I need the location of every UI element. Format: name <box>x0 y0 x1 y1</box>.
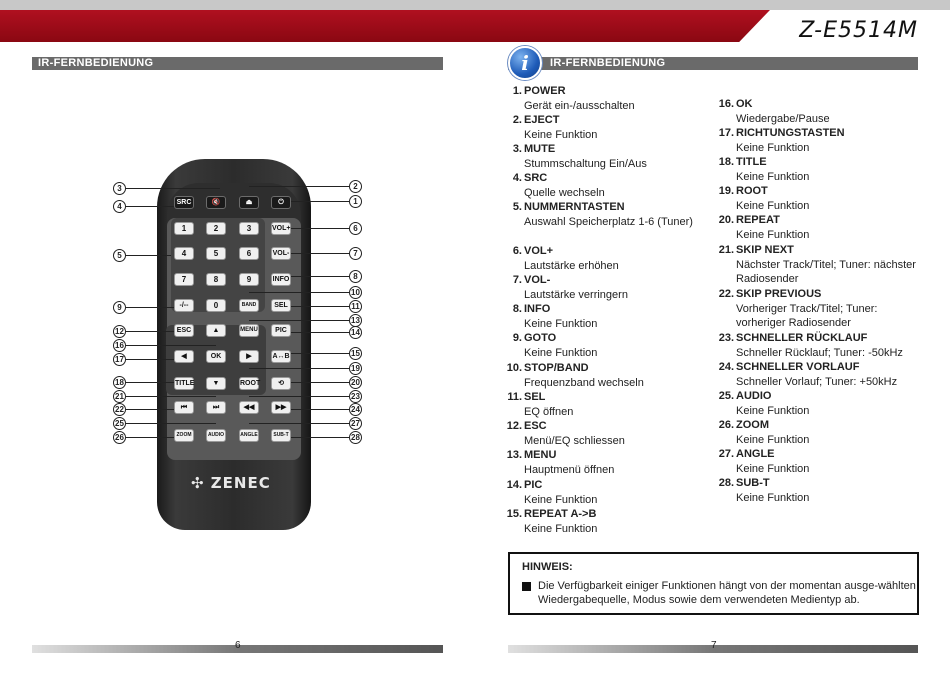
function-title: MENU <box>524 449 557 461</box>
esc-button[interactable]: ESC <box>174 324 194 337</box>
num-3-button[interactable]: 3 <box>239 222 259 235</box>
function-number: 18. <box>718 156 734 168</box>
function-title: ESC <box>524 420 547 432</box>
right-section-title: IR-FERNBEDIENUNG <box>508 57 918 70</box>
leader-line <box>249 396 349 397</box>
function-description: Stummschaltung Ein/Aus <box>524 158 647 170</box>
function-description: Lautstärke verringern <box>524 289 628 301</box>
function-number: 6. <box>512 245 522 257</box>
leader-line <box>249 368 349 369</box>
function-description: Keine Funktion <box>736 434 810 446</box>
function-number: 12. <box>506 420 522 432</box>
function-number: 14. <box>506 479 522 491</box>
model-name: Z-E5514M <box>799 18 918 43</box>
function-description: Auswahl Speicherplatz 1-6 (Tuner) <box>524 216 693 228</box>
function-title: EJECT <box>524 114 560 126</box>
mute-button[interactable] <box>206 196 226 209</box>
function-description: EQ öffnen <box>524 406 574 418</box>
arrow-down-icon: ▼ <box>212 380 220 387</box>
leader-line <box>126 409 174 410</box>
root-button[interactable]: ROOT <box>239 377 259 390</box>
power-icon: ⏻ <box>278 199 284 206</box>
zoom-button[interactable]: ZOOM <box>174 429 194 442</box>
function-description: Quelle wechseln <box>524 187 605 199</box>
arrow-up-icon: ▲ <box>212 327 220 334</box>
function-title: REPEAT A->B <box>524 508 597 520</box>
subt-button[interactable]: SUB-T <box>271 429 291 442</box>
leader-line <box>126 345 216 346</box>
angle-button[interactable]: ANGLE <box>239 429 259 442</box>
function-description: Frequenzband wechseln <box>524 377 644 389</box>
function-title: ANGLE <box>736 448 775 460</box>
function-title: AUDIO <box>736 390 772 402</box>
function-description: Wiedergabe/Pause <box>736 113 830 125</box>
callout-1: 1 <box>349 195 362 208</box>
ok-button[interactable]: OK <box>206 350 226 363</box>
num-5-button[interactable]: 5 <box>206 247 226 260</box>
function-number: 28. <box>718 477 734 489</box>
num-7-button[interactable]: 7 <box>174 273 194 286</box>
function-number: 13. <box>506 449 522 461</box>
rewind-icon: ◀◀ <box>243 404 255 411</box>
left-button[interactable] <box>174 350 194 363</box>
function-title: SRC <box>524 172 548 184</box>
mute-icon: 🔇 <box>211 199 221 206</box>
function-number: 17. <box>718 127 734 139</box>
band-button[interactable]: BAND <box>239 299 259 312</box>
function-title: STOP/BAND <box>524 362 589 374</box>
top-red-banner <box>0 10 770 42</box>
function-description: Keine Funktion <box>524 129 598 141</box>
repeat-icon: ⟲ <box>278 380 284 387</box>
leader-line <box>291 276 349 277</box>
leader-line <box>126 382 174 383</box>
function-description: Keine Funktion <box>736 171 810 183</box>
callout-26: 26 <box>113 431 126 444</box>
function-number: 16. <box>718 98 734 110</box>
skip-previous-icon: ⏮ <box>180 404 188 411</box>
rewind-button[interactable] <box>239 401 259 414</box>
top-gray-stripe <box>0 0 950 10</box>
callout-13: 13 <box>349 314 362 327</box>
callout-9: 9 <box>113 301 126 314</box>
sel-button[interactable]: SEL <box>271 299 291 312</box>
function-description: Menü/EQ schliessen <box>524 435 625 447</box>
function-number: 2. <box>512 114 522 126</box>
num-1-button[interactable]: 1 <box>174 222 194 235</box>
src-button[interactable]: SRC <box>174 196 194 209</box>
function-number: 23. <box>718 332 734 344</box>
function-number: 15. <box>506 508 522 520</box>
callout-15: 15 <box>349 347 362 360</box>
callout-23: 23 <box>349 390 362 403</box>
function-number: 11. <box>507 391 522 403</box>
function-title: OK <box>736 98 753 110</box>
fast-forward-button[interactable] <box>271 401 291 414</box>
function-title: SCHNELLER VORLAUF <box>736 361 860 373</box>
num-4-button[interactable]: 4 <box>174 247 194 260</box>
leader-line <box>249 320 349 321</box>
leader-line <box>249 423 349 424</box>
leader-line <box>291 353 349 354</box>
leader-line <box>126 331 174 332</box>
function-number: 4. <box>512 172 522 184</box>
callout-20: 20 <box>349 376 362 389</box>
function-title: POWER <box>524 85 566 97</box>
arrow-right-icon: ▶ <box>246 353 252 360</box>
leader-line <box>126 255 171 256</box>
vol-minus-button[interactable]: VOL- <box>271 247 291 260</box>
callout-18: 18 <box>113 376 126 389</box>
right-page-number: 7 <box>711 640 717 651</box>
leader-line <box>126 437 174 438</box>
down-button[interactable] <box>206 377 226 390</box>
function-title: VOL- <box>524 274 551 286</box>
callout-16: 16 <box>113 339 126 352</box>
brand-name: ZENEC <box>210 474 271 492</box>
function-description: Keine Funktion <box>524 494 598 506</box>
function-description: Schneller Rücklauf; Tuner: -50kHz <box>736 347 903 359</box>
function-description: Keine Funktion <box>524 523 598 535</box>
function-number: 8. <box>512 303 522 315</box>
leader-line <box>126 307 174 308</box>
callout-19: 19 <box>349 362 362 375</box>
leader-line <box>291 437 349 438</box>
function-title: ROOT <box>736 185 768 197</box>
leader-line <box>126 396 216 397</box>
skip-previous-button[interactable] <box>174 401 194 414</box>
function-number: 21. <box>718 244 734 256</box>
note-box <box>508 552 919 615</box>
function-number: 19. <box>718 185 734 197</box>
arrow-left-icon: ◀ <box>181 353 187 360</box>
callout-27: 27 <box>349 417 362 430</box>
callout-10: 10 <box>349 286 362 299</box>
leader-line <box>291 409 349 410</box>
function-title: REPEAT <box>736 214 780 226</box>
callout-8: 8 <box>349 270 362 283</box>
note-title: HINWEIS: <box>522 561 573 573</box>
leader-line <box>126 188 220 189</box>
leader-line <box>291 306 349 307</box>
function-description: Schneller Vorlauf; Tuner: +50kHz <box>736 376 898 388</box>
function-number: 26. <box>718 419 734 431</box>
function-description: Nächster Track/Titel; Tuner: nächster Radiosender <box>736 259 916 285</box>
callout-7: 7 <box>349 247 362 260</box>
callout-4: 4 <box>113 200 126 213</box>
function-number: 10. <box>506 362 522 374</box>
function-title: SKIP NEXT <box>736 244 794 256</box>
function-description: Keine Funktion <box>736 405 810 417</box>
left-page-number: 6 <box>235 640 241 651</box>
function-description: Hauptmenü öffnen <box>524 464 615 476</box>
function-number: 5. <box>512 201 522 213</box>
callout-3: 3 <box>113 182 126 195</box>
function-title: SEL <box>524 391 546 403</box>
info-button[interactable]: INFO <box>271 273 291 286</box>
callout-22: 22 <box>113 403 126 416</box>
leader-line <box>126 206 174 207</box>
callout-5: 5 <box>113 249 126 262</box>
callout-25: 25 <box>113 417 126 430</box>
skip-next-icon: ⏭ <box>212 404 220 411</box>
leader-line <box>249 186 349 187</box>
leader-line <box>291 253 349 254</box>
skip-next-button[interactable] <box>206 401 226 414</box>
left-section-title: IR-FERNBEDIENUNG <box>32 57 443 70</box>
leader-line <box>126 359 174 360</box>
goto-button[interactable]: -/-- <box>174 299 194 312</box>
right-button[interactable] <box>239 350 259 363</box>
callout-17: 17 <box>113 353 126 366</box>
leader-line <box>291 201 349 202</box>
eject-icon: ⏏ <box>245 199 253 206</box>
function-title: MUTE <box>524 143 556 155</box>
function-number: 24. <box>718 361 734 373</box>
function-description: Keine Funktion <box>736 463 810 475</box>
function-number: 27. <box>718 448 734 460</box>
function-description: Gerät ein-/ausschalten <box>524 100 635 112</box>
function-number: 3. <box>512 143 522 155</box>
function-number: 1. <box>512 85 522 97</box>
function-number: 25. <box>718 390 734 402</box>
up-button[interactable] <box>206 324 226 337</box>
num-8-button[interactable]: 8 <box>206 273 226 286</box>
eject-button[interactable] <box>239 196 259 209</box>
leader-line <box>249 292 349 293</box>
brand-logo: ✣ ZENEC <box>191 474 271 492</box>
callout-28: 28 <box>349 431 362 444</box>
function-title: SUB-T <box>736 477 770 489</box>
function-title: NUMMERNTASTEN <box>524 201 625 213</box>
num-2-button[interactable]: 2 <box>206 222 226 235</box>
vol-plus-button[interactable]: VOL+ <box>271 222 291 235</box>
function-description: Keine Funktion <box>736 492 810 504</box>
callout-24: 24 <box>349 403 362 416</box>
function-description: Keine Funktion <box>736 229 810 241</box>
audio-button[interactable]: AUDIO <box>206 429 226 442</box>
leader-line <box>291 332 349 333</box>
leader-line <box>291 382 349 383</box>
function-description: Lautstärke erhöhen <box>524 260 619 272</box>
info-icon: i <box>508 46 542 80</box>
callout-14: 14 <box>349 326 362 339</box>
num-9-button[interactable]: 9 <box>239 273 259 286</box>
function-title: RICHTUNGSTASTEN <box>736 127 845 139</box>
note-text: Die Verfügbarkeit einiger Funktionen hängt von der momentan ausge-wählten Wiedergabequelle, Modus sowie dem verwendeten Medientyp ab. <box>538 580 916 606</box>
function-number: 9. <box>512 332 522 344</box>
function-title: PIC <box>524 479 543 491</box>
leader-line <box>126 423 216 424</box>
fast-forward-icon: ▶▶ <box>275 404 287 411</box>
repeat-button[interactable] <box>271 377 291 390</box>
function-title: ZOOM <box>736 419 769 431</box>
function-description: Keine Funktion <box>736 200 810 212</box>
function-description: Keine Funktion <box>736 142 810 154</box>
menu-button[interactable]: MENU <box>239 324 259 337</box>
callout-21: 21 <box>113 390 126 403</box>
function-description: Vorheriger Track/Titel; Tuner: vorheriger Radiosender <box>736 303 878 329</box>
function-number: 7. <box>512 274 522 286</box>
callout-2: 2 <box>349 180 362 193</box>
bullet-square-icon <box>522 582 531 591</box>
function-description: Keine Funktion <box>524 347 598 359</box>
function-title: INFO <box>524 303 551 315</box>
pic-button[interactable]: PIC <box>271 324 291 337</box>
function-title: SCHNELLER RÜCKLAUF <box>736 332 868 344</box>
title-button[interactable]: TITLE <box>174 377 194 390</box>
function-number: 22. <box>718 288 734 300</box>
function-description: Keine Funktion <box>524 318 598 330</box>
function-title: TITLE <box>736 156 767 168</box>
callout-6: 6 <box>349 222 362 235</box>
function-title: SKIP PREVIOUS <box>736 288 822 300</box>
function-title: GOTO <box>524 332 557 344</box>
function-number: 20. <box>718 214 734 226</box>
num-6-button[interactable]: 6 <box>239 247 259 260</box>
callout-11: 11 <box>349 300 362 313</box>
callout-12: 12 <box>113 325 126 338</box>
power-button[interactable] <box>271 196 291 209</box>
repeat-ab-button[interactable]: A↔B <box>271 350 291 363</box>
num-0-button[interactable]: 0 <box>206 299 226 312</box>
leader-line <box>291 228 349 229</box>
function-title: VOL+ <box>524 245 554 257</box>
